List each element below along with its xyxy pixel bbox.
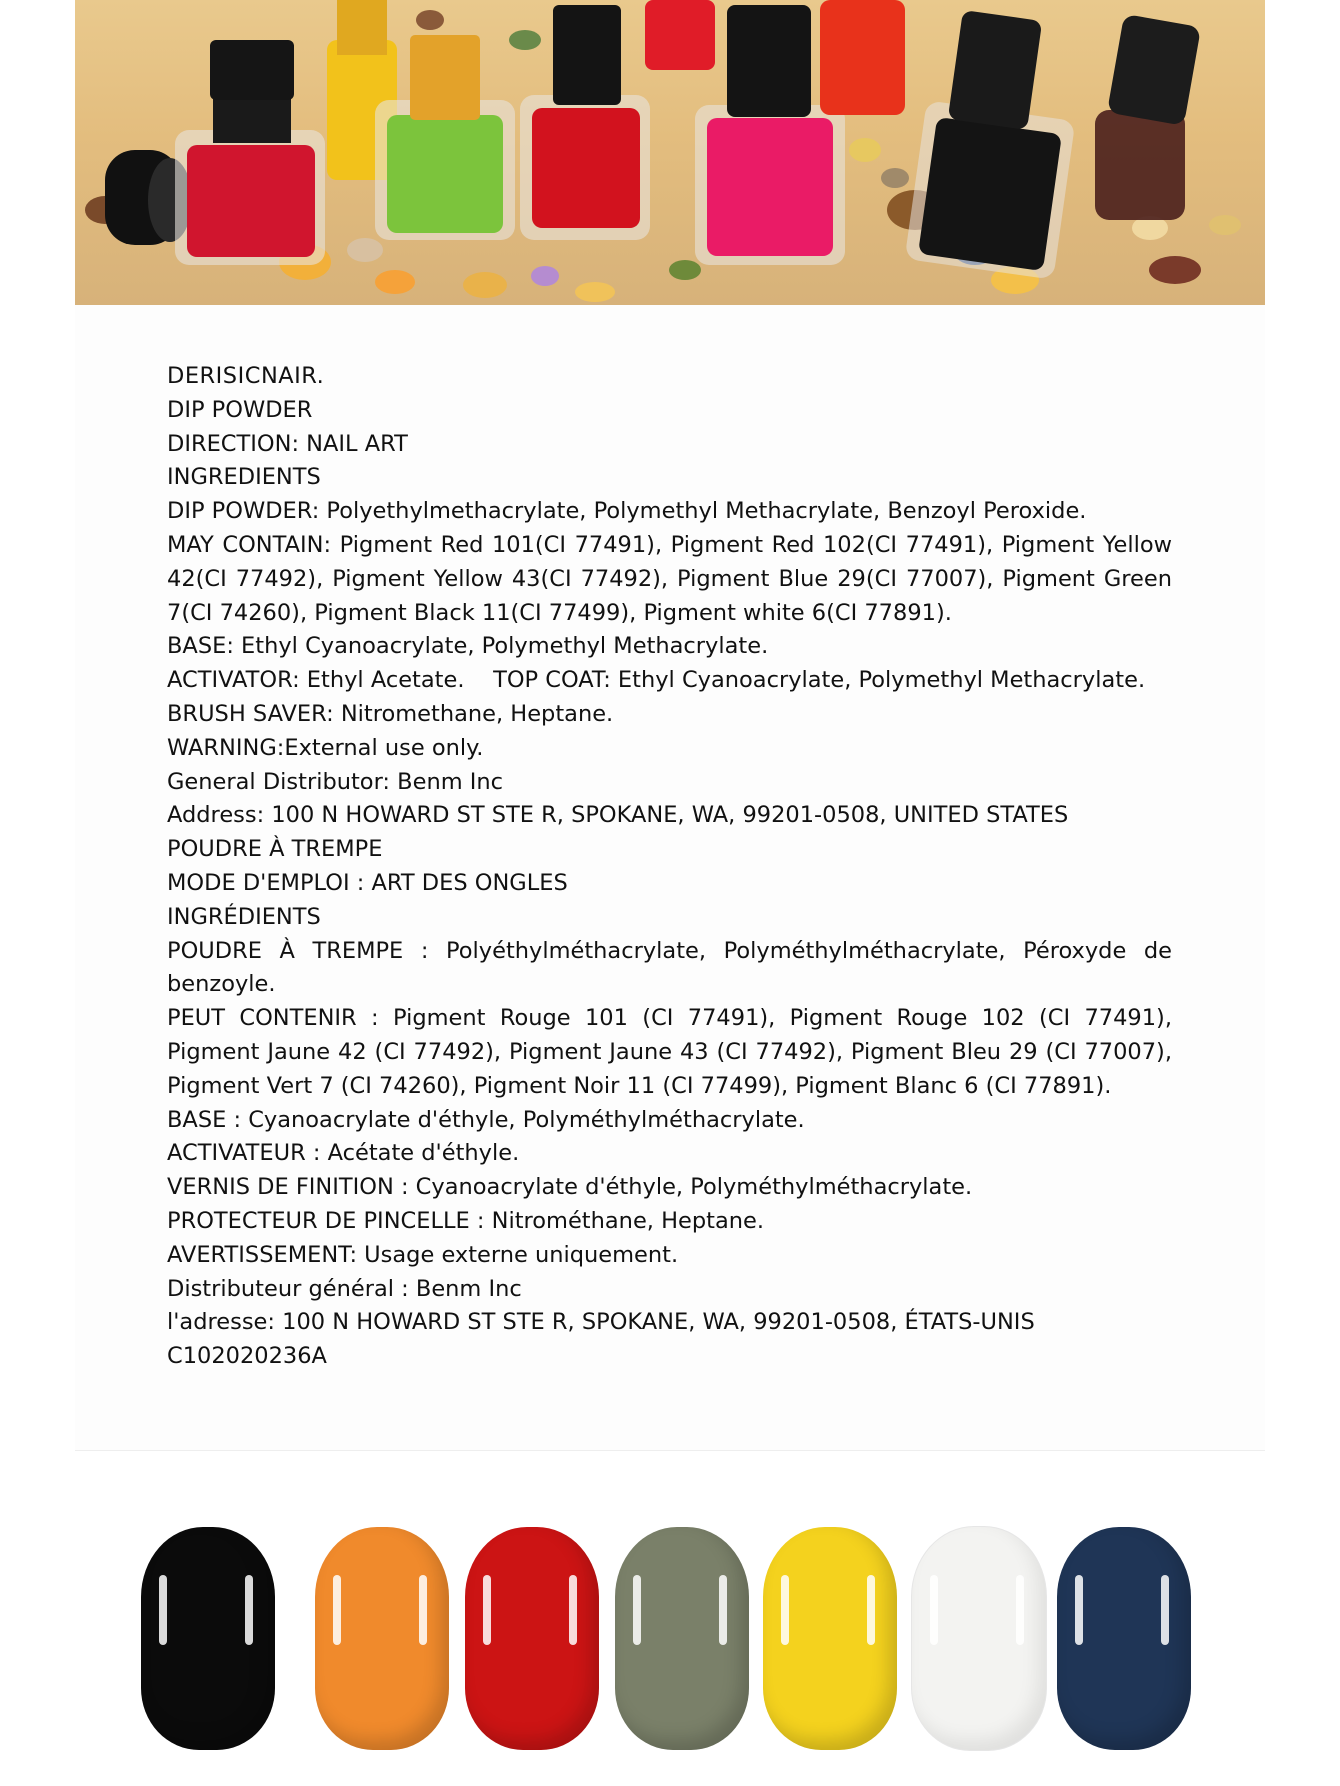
brand-name: DERISICNAIR. xyxy=(167,363,325,389)
ingredients-label xyxy=(167,360,1172,1374)
bottle-dark-red xyxy=(1095,14,1201,220)
swatch-nail-olive xyxy=(615,1527,749,1750)
product-banner-image xyxy=(75,0,1265,305)
warning-line: WARNING:External use only. xyxy=(167,734,484,761)
base-ingredients: BASE: Ethyl Cyanoacrylate, Polymethyl Methacrylate. xyxy=(167,633,769,660)
bottle-red-back xyxy=(645,0,715,70)
may-contain-line-fr: PEUT CONTENIR : Pigment Rouge 101 (CI 77491), Pigment Rouge 102 (CI 77491), Pigment Jaune 42 (CI 77492), Pigment Jaune 43 (CI 77492), Pigment Bleu 29 (CI 77007), Pigment Vert 7 (CI 74260), Pigment Noir 11 (CI 77499), Pigment Blanc 6 (CI 77891). xyxy=(167,1005,1172,1099)
address-line-fr: l'adresse: 100 N HOWARD ST STE R, SPOKANE, WA, 99201-0508, ÉTATS-UNIS xyxy=(167,1309,1035,1336)
direction-line: DIRECTION: NAIL ART xyxy=(167,430,408,457)
ingredients-heading: INGREDIENTS xyxy=(167,464,321,491)
swatch-nail-black xyxy=(141,1527,275,1750)
swatch-nail-navy xyxy=(1057,1527,1191,1750)
dip-powder-ingredients: DIP POWDER: Polyethylmethacrylate, Polymethyl Methacrylate, Benzoyl Peroxide. xyxy=(167,498,1087,525)
swatch-nail-red xyxy=(465,1527,599,1750)
bottle-red xyxy=(175,40,325,265)
bottle-black xyxy=(905,10,1076,280)
bottle-orange xyxy=(820,0,905,115)
may-contain-line: MAY CONTAIN: Pigment Red 101(CI 77491), Pigment Red 102(CI 77491), Pigment Yellow 42(CI 77492), Pigment Yellow 43(CI 77492), Pigment Blue 29(CI 77007), Pigment Green 7(CI 74260), Pigment Black 11(CI 77499), Pigment white 6(CI 77891). xyxy=(167,531,1172,626)
activator-topcoat-ingredients: ACTIVATOR: Ethyl Acetate. TOP COAT: Ethyl Cyanoacrylate, Polymethyl Methacrylate. xyxy=(167,667,1146,694)
brush-saver-ingredients-fr: PROTECTEUR DE PINCELLE : Nitrométhane, Heptane. xyxy=(167,1207,764,1234)
product-type: DIP POWDER xyxy=(167,396,313,423)
activator-ingredients-fr: ACTIVATEUR : Acétate d'éthyle. xyxy=(167,1140,520,1167)
direction-line-fr: MODE D'EMPLOI : ART DES ONGLES xyxy=(167,869,568,896)
address-line: Address: 100 N HOWARD ST STE R, SPOKANE, WA, 99201-0508, UNITED STATES xyxy=(167,802,1069,829)
brush-saver-ingredients: BRUSH SAVER: Nitromethane, Heptane. xyxy=(167,700,614,727)
warning-line-fr: AVERTISSEMENT: Usage externe uniquement. xyxy=(167,1241,679,1268)
swatch-nail-yellow xyxy=(763,1527,897,1750)
batch-code: C102020236A xyxy=(167,1343,327,1370)
product-type-fr: POUDRE À TREMPE xyxy=(167,836,383,863)
distributor-line: General Distributor: Benm Inc xyxy=(167,768,504,795)
nail-polish-bottles-illustration xyxy=(75,0,1265,305)
dip-powder-ingredients-fr: POUDRE À TREMPE : Polyéthylméthacrylate, Polyméthylméthacrylate, Péroxyde de benzoyle. xyxy=(167,937,1172,998)
ingredients-heading-fr: INGRÉDIENTS xyxy=(167,903,321,930)
swatch-nail-orange xyxy=(315,1527,449,1750)
topcoat-ingredients-fr: VERNIS DE FINITION : Cyanoacrylate d'éthyle, Polyméthylméthacrylate. xyxy=(167,1174,973,1201)
base-ingredients-fr: BASE : Cyanoacrylate d'éthyle, Polyméthylméthacrylate. xyxy=(167,1106,805,1133)
swatch-nail-white xyxy=(912,1527,1046,1750)
distributor-line-fr: Distributeur général : Benm Inc xyxy=(167,1275,522,1302)
